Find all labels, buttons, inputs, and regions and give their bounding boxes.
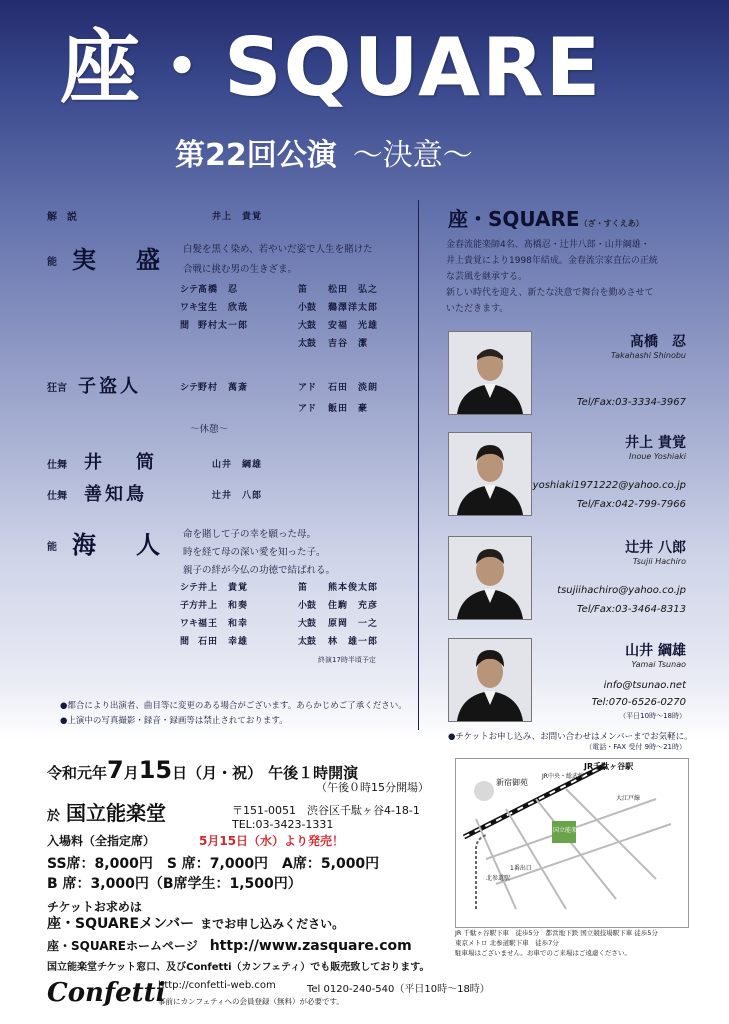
member-photo xyxy=(448,432,532,516)
ama-label: 能 xyxy=(47,542,57,553)
map-graphic xyxy=(456,759,688,927)
person-icon xyxy=(449,537,531,619)
member-email: yoshiaki1971222@yahoo.co.jp xyxy=(532,480,686,491)
venue-line xyxy=(47,797,166,826)
cast-role: 小鼓 xyxy=(298,601,317,611)
cast-role: シテ xyxy=(180,285,199,295)
cast-role: 子方 xyxy=(180,601,199,611)
member-email: tsujiihachiro@yahoo.co.jp xyxy=(557,585,686,596)
group-desc-3: な芸風を継承する。 xyxy=(446,272,528,282)
map-label-jr-line: JR中央・総武線 xyxy=(542,773,584,780)
cast-role: 大鼓 xyxy=(298,619,317,629)
program-note-1: ●都合により出演者、曲目等に変更のある場合がございます。あらかじめご了承ください。 xyxy=(60,701,407,711)
confetti-note: 事前にカンフェティへの会員登録（無料）が必要です。 xyxy=(158,997,344,1006)
group-desc-5: いただきます。 xyxy=(446,304,509,314)
cast-role: 間 xyxy=(180,321,190,331)
edition-number: 第22回公演 xyxy=(175,138,337,173)
group-desc-4: 新しい時代を迎え、新たな決意で舞台を勤めさせて xyxy=(446,288,654,298)
venue-name: 国立能楽堂 xyxy=(66,801,167,825)
member-contact-rest: までお申し込みください。 xyxy=(200,917,345,931)
group-ruby: （ざ・すくえあ） xyxy=(579,219,644,228)
member-name: 井上 貴覚 xyxy=(625,435,686,451)
event-date xyxy=(47,756,358,784)
kaisetsu-name: 井上 貴覚 xyxy=(212,212,263,222)
cast-role: 笛 xyxy=(298,583,308,593)
kusunusubito-title: 子盗人 xyxy=(78,376,141,397)
access-2: 東京メトロ 北参道駅下車 徒歩7分 xyxy=(455,939,559,947)
edition-title xyxy=(175,130,473,174)
cast-role: 小鼓 xyxy=(298,303,317,313)
cast-role: アド xyxy=(298,383,317,393)
era-year: 令和元年 xyxy=(47,764,108,782)
member-name: 髙橋 忍 xyxy=(630,334,686,350)
prices-line-1: SS席：8,000円 S 席：7,000円 A席：5,000円 xyxy=(47,856,380,872)
event-start: 午後１時開演 xyxy=(268,764,359,782)
cast-name: 石田 幸雄 xyxy=(198,637,249,647)
tickets-line-2 xyxy=(47,913,344,933)
cast-name: 井上 和奏 xyxy=(198,601,249,611)
tickets-line-1: チケットお求めは xyxy=(47,900,142,914)
zenchidori-title: 善知鳥 xyxy=(84,484,147,505)
cast-role: アド xyxy=(298,404,317,414)
zenchidori-performer: 辻井 八郎 xyxy=(212,491,263,501)
cast-role: 大鼓 xyxy=(298,321,317,331)
event-weekday: （月・祝） xyxy=(187,764,263,782)
ama-synopsis-2: 時を経て母の深い愛を知った子。 xyxy=(183,547,326,558)
venue-tel: TEL:03-3423-1331 xyxy=(232,818,334,831)
member-roman: Yamai Tsunao xyxy=(631,660,686,669)
member-tel: Tel/Fax:03-3334-3967 xyxy=(576,397,686,408)
prices-line-2: B 席：3,000円（B席学生：1,500円） xyxy=(47,876,302,892)
sanemori-title: 実 盛 xyxy=(72,246,168,274)
cast-role: 笛 xyxy=(298,285,308,295)
member-contact-callout: 座・SQUAREメンバー xyxy=(47,916,195,932)
homepage-url[interactable]: http://www.zasquare.com xyxy=(209,938,412,954)
cast-name: 鵜澤洋太郎 xyxy=(328,303,379,313)
access-map xyxy=(455,758,689,928)
access-3: 駐車場はございません。お車でのご来場はご遠慮ください。 xyxy=(455,949,631,957)
member-photo xyxy=(448,331,532,415)
person-icon xyxy=(449,433,531,515)
member-tel: Tel:070-6526-0270 xyxy=(591,697,686,708)
member-name: 辻井 八郎 xyxy=(625,540,686,556)
member-photo xyxy=(448,536,532,620)
member-photo xyxy=(448,638,532,722)
intermission: ～休憩～ xyxy=(190,424,229,435)
cast-name: 野村 萬斎 xyxy=(198,383,249,393)
ticket-contact-hours: （電話・FAX 受付 9時～21時） xyxy=(585,743,686,751)
kaisetsu-label: 解 説 xyxy=(47,212,77,223)
homepage-line xyxy=(47,935,412,954)
confetti-logo: Confetti xyxy=(47,978,166,1008)
member-name: 山井 綱雄 xyxy=(625,643,686,659)
group-name: 座・SQUARE xyxy=(448,207,580,231)
cast-role: シテ xyxy=(180,383,199,393)
member-roman: Takahashi Shinobu xyxy=(611,351,686,360)
ticket-contact-note: ●チケットお申し込み、お問い合わせはメンバーまでお気軽に。 xyxy=(448,732,693,742)
venue-address: 〒151-0051 渋谷区千駄ヶ谷4-18-1 xyxy=(232,804,420,817)
event-doors: （午後０時15分開場） xyxy=(316,781,429,794)
member-hours: （平日10時～18時） xyxy=(619,712,686,720)
cast-role: ワキ xyxy=(180,303,199,313)
event-month: 7 xyxy=(107,756,124,784)
cast-role: シテ xyxy=(180,583,199,593)
cast-name: 住駒 充彦 xyxy=(328,601,379,611)
cast-name: 髙橋 忍 xyxy=(198,285,239,295)
cast-name: 熊本俊太郎 xyxy=(328,583,379,593)
tickets-line-4: 国立能楽堂チケット窓口、及びConfetti（カンフェティ）でも販売致しております。 xyxy=(47,962,430,973)
cast-role: 太鼓 xyxy=(298,339,317,349)
ama-synopsis-3: 親子の絆が今仏の功徳で結ばれる。 xyxy=(183,565,336,576)
column-divider xyxy=(418,200,419,730)
month-unit: 月 xyxy=(123,764,139,782)
kusunusubito-label: 狂言 xyxy=(47,383,67,394)
venue-prefix: 於 xyxy=(47,809,61,824)
map-label-gyoen: 新宿御苑 xyxy=(496,778,528,787)
map-label-venue: 国立能楽堂 xyxy=(553,827,584,834)
edition-theme: ～決意～ xyxy=(352,138,473,173)
group-title xyxy=(448,203,644,232)
confetti-tel: Tel 0120-240-540（平日10時～18時） xyxy=(307,984,490,995)
map-label-kitasando: 北参道駅 xyxy=(486,875,511,882)
person-icon xyxy=(449,639,531,721)
end-time: 終演17時半頃予定 xyxy=(318,656,376,664)
admission-label: 入場料（全指定席） xyxy=(47,834,156,848)
cast-name: 宝生 欣哉 xyxy=(198,303,249,313)
member-tel: Tel/Fax:03-3464-8313 xyxy=(576,604,686,615)
cast-name: 林 雄一郎 xyxy=(328,637,379,647)
event-day: 15 xyxy=(138,756,173,784)
ama-synopsis-1: 命を賭して子の幸を願った母。 xyxy=(183,529,317,540)
cast-name: 石田 淡朗 xyxy=(328,383,379,393)
group-desc-1: 金春流能楽師4名、髙橋忍・辻井八郎・山井綱雄・ xyxy=(446,240,650,250)
member-roman: Tsujii Hachiro xyxy=(632,557,686,566)
izutsu-label: 仕舞 xyxy=(47,460,67,471)
ama-title: 海 人 xyxy=(72,531,168,559)
member-email: info@tsunao.net xyxy=(603,680,686,691)
poster-title: 座・SQUARE xyxy=(60,21,603,114)
cast-name: 野村太一郎 xyxy=(198,321,249,331)
person-icon xyxy=(449,332,531,414)
cast-role: 太鼓 xyxy=(298,637,317,647)
group-desc-2: 井上貴覚により1998年結成。金春流宗家直伝の正統 xyxy=(446,256,658,266)
cast-role: 間 xyxy=(180,637,190,647)
sanemori-synopsis-1: 白髪を黒く染め、若やいだ姿で人生を賭けた xyxy=(183,244,373,255)
map-label-oedo: 大江戸線 xyxy=(616,795,641,802)
cast-name: 飯田 豪 xyxy=(328,404,369,414)
confetti-url[interactable]: http://confetti-web.com xyxy=(158,980,276,991)
cast-name: 吉谷 潔 xyxy=(328,339,369,349)
cast-name: 井上 貴覚 xyxy=(198,583,249,593)
sale-date: 5月15日（水）より発売！ xyxy=(199,834,345,848)
homepage-label: 座・SQUAREホームページ xyxy=(47,939,198,953)
map-label-station: JR千駄ヶ谷駅 xyxy=(584,762,634,771)
cast-name: 安福 光雄 xyxy=(328,321,379,331)
cast-role: ワキ xyxy=(180,619,199,629)
zenchidori-label: 仕舞 xyxy=(47,491,67,502)
cast-name: 松田 弘之 xyxy=(328,285,379,295)
program-note-2: ●上演中の写真撮影・録音・録画等は禁止されております。 xyxy=(60,716,288,726)
izutsu-performer: 山井 綱雄 xyxy=(212,460,263,470)
cast-name: 原岡 一之 xyxy=(328,619,379,629)
member-roman: Inoue Yoshiaki xyxy=(629,452,686,461)
day-unit: 日 xyxy=(172,764,188,782)
sanemori-label: 能 xyxy=(47,257,57,268)
cast-name: 福王 和幸 xyxy=(198,619,249,629)
access-1: JR 千駄ヶ谷駅下車 徒歩5分 都営地下鉄 国立競技場駅下車 徒歩5分 xyxy=(455,929,658,937)
member-tel: Tel/Fax:042-799-7966 xyxy=(576,499,686,510)
izutsu-title: 井 筒 xyxy=(84,452,162,473)
sanemori-synopsis-2: 合戦に挑む男の生きざま。 xyxy=(183,264,298,275)
map-label-exit: 1番出口 xyxy=(510,865,532,872)
